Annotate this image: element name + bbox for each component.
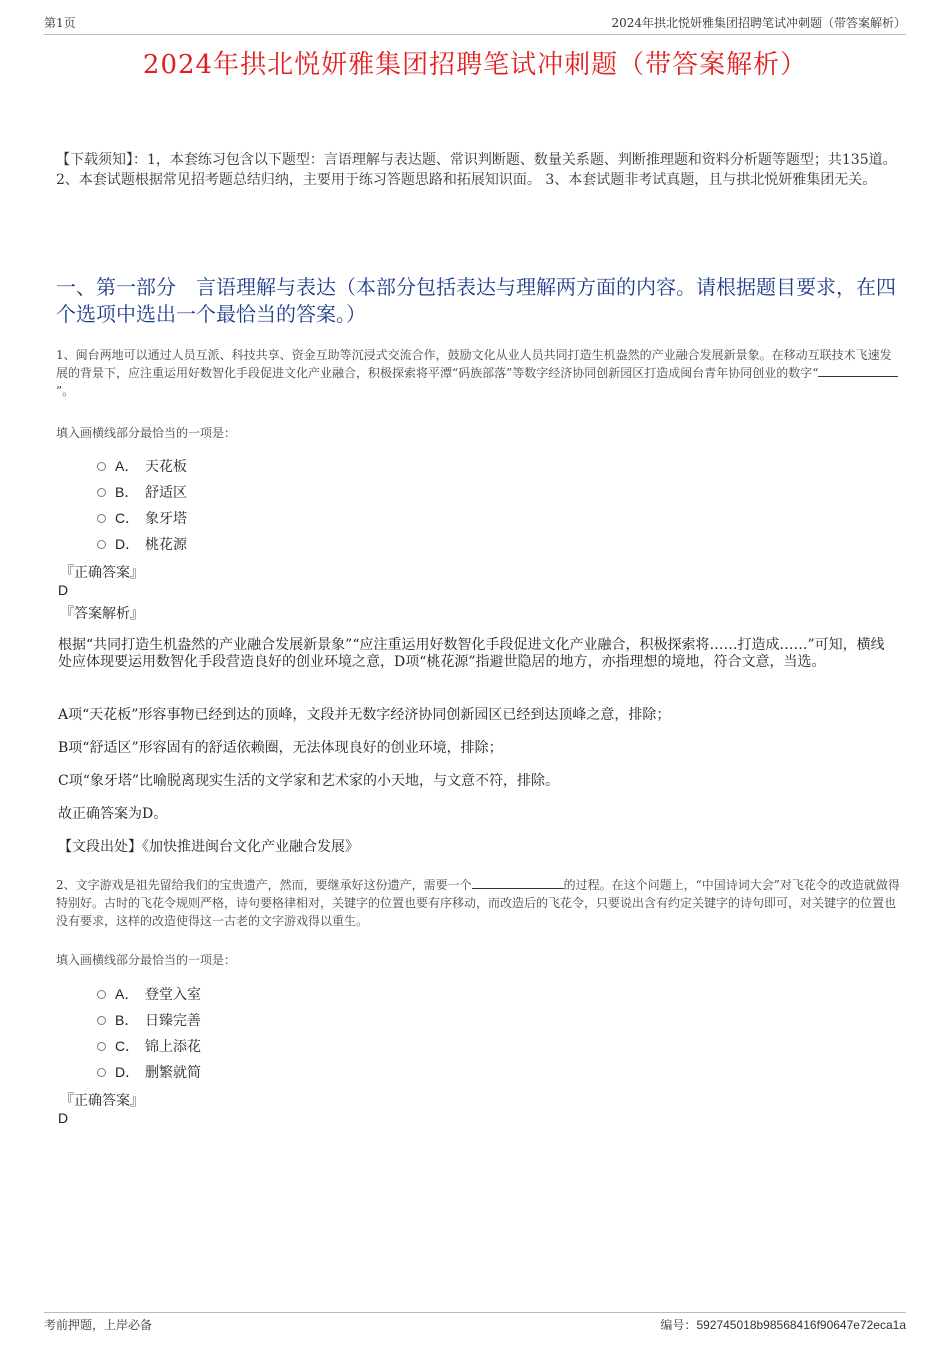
analysis-paragraph: C项“象牙塔”比喻脱离现实生活的文学家和艺术家的小天地，与文意不符，排除。: [58, 773, 560, 789]
source-citation: 【文段出处】《加快推进闽台文化产业融合发展》: [58, 839, 359, 855]
correct-answer: D: [58, 1110, 69, 1126]
document-title: 2024年拱北悦妍雅集团招聘笔试冲刺题（带答案解析）: [142, 50, 808, 80]
option-d[interactable]: D． 桃花源: [97, 531, 187, 557]
radio-icon[interactable]: [97, 1068, 106, 1077]
question-2-stem: 2、文字游戏是祖先留给我们的宝贵遗产，然而，要继承好这份遗产，需要一个 的过程。在这个问题上，“中国诗词大会”对飞花令的改造就做得特别好。古时的飞花令规则严格，诗句要格律相对，关键字的位置也要有序移动，而改造后的飞花令，只要说出含有约定关键字的诗句即可，对关键字的位置也没有要求，这样的改造使得这一古老的文字游戏得以重生。: [56, 878, 900, 928]
radio-icon[interactable]: [97, 1042, 106, 1051]
analysis-paragraph: 根据“共同打造生机盎然的产业融合发展新景象”“应注重运用好数智化手段促进文化产业融合，积极探索将……打造成……”可知，横线处应体现要运用数智化手段营造良好的创业环境之意，D项“桃花源”指避世隐居的地方，亦指理想的境地，符合文意，当选。: [58, 637, 885, 670]
answer-blank: [818, 364, 898, 377]
correct-answer-label: 『正确答案』: [60, 1093, 144, 1109]
option-b[interactable]: B． 舒适区: [97, 479, 187, 505]
radio-icon[interactable]: [97, 990, 106, 999]
section-title: 一、第一部分 言语理解与表达（本部分包括表达与理解两方面的内容。请根据题目要求，在四个选项中选出一个最恰当的答案。）: [56, 275, 896, 326]
question-1-prompt: 填入画横线部分最恰当的一项是：: [56, 426, 237, 440]
radio-icon[interactable]: [97, 462, 106, 471]
radio-icon[interactable]: [97, 1016, 106, 1025]
answer-blank: [472, 876, 564, 889]
document-code: 编号：592745018b98568416f90647e72eca1a: [660, 1318, 906, 1332]
option-d[interactable]: D． 删繁就简: [97, 1059, 201, 1085]
option-a[interactable]: A． 天花板: [97, 453, 187, 479]
radio-icon[interactable]: [97, 540, 106, 549]
analysis-paragraph: B项“舒适区”形容固有的舒适依赖圈，无法体现良好的创业环境，排除；: [58, 740, 503, 756]
option-a[interactable]: A． 登堂入室: [97, 981, 201, 1007]
question-2-prompt: 填入画横线部分最恰当的一项是：: [56, 953, 237, 967]
download-notice: 【下载须知】：1，本套练习包含以下题型：言语理解与表达题、常识判断题、数量关系题、判断推理题和资料分析题等题型；共135道。 2、本套试题根据常见招考题总结归纳，主要用于练习答题思路和拓展知识面。 3、本套试题非考试真题，且与拱北悦妍雅集团无关。: [56, 152, 897, 188]
header-doc-title: 2024年拱北悦妍雅集团招聘笔试冲刺题（带答案解析）: [611, 16, 906, 30]
option-b[interactable]: B． 日臻完善: [97, 1007, 201, 1033]
option-c[interactable]: C． 锦上添花: [97, 1033, 201, 1059]
question-1-options: [97, 453, 187, 557]
page-number: 第1页: [44, 16, 76, 30]
correct-answer: D: [58, 582, 69, 598]
page-header: [44, 14, 906, 35]
radio-icon[interactable]: [97, 514, 106, 523]
correct-answer-label: 『正确答案』: [60, 565, 144, 581]
analysis-label: 『答案解析』: [60, 606, 144, 622]
analysis-conclusion: 故正确答案为D。: [58, 806, 168, 822]
question-2-options: [97, 981, 201, 1085]
radio-icon[interactable]: [97, 488, 106, 497]
option-c[interactable]: C． 象牙塔: [97, 505, 187, 531]
page-footer: [44, 1312, 906, 1333]
question-1-stem: 1、闽台两地可以通过人员互派、科技共享、资金互助等沉浸式交流合作，鼓励文化从业人员共同打造生机盎然的产业融合发展新景象。在移动互联技术飞速发展的背景下，应注重运用好数智化手段促进文化产业融合，积极探索将平潭“码族部落”等数字经济协同创新园区打造成闽台青年协同创业的数字“”。: [56, 346, 902, 400]
analysis-paragraph: A项“天花板”形容事物已经到达的顶峰，文段并无数字经济协同创新园区已经到达顶峰之意，排除；: [58, 707, 671, 723]
footer-slogan: 考前押题，上岸必备: [44, 1318, 153, 1332]
